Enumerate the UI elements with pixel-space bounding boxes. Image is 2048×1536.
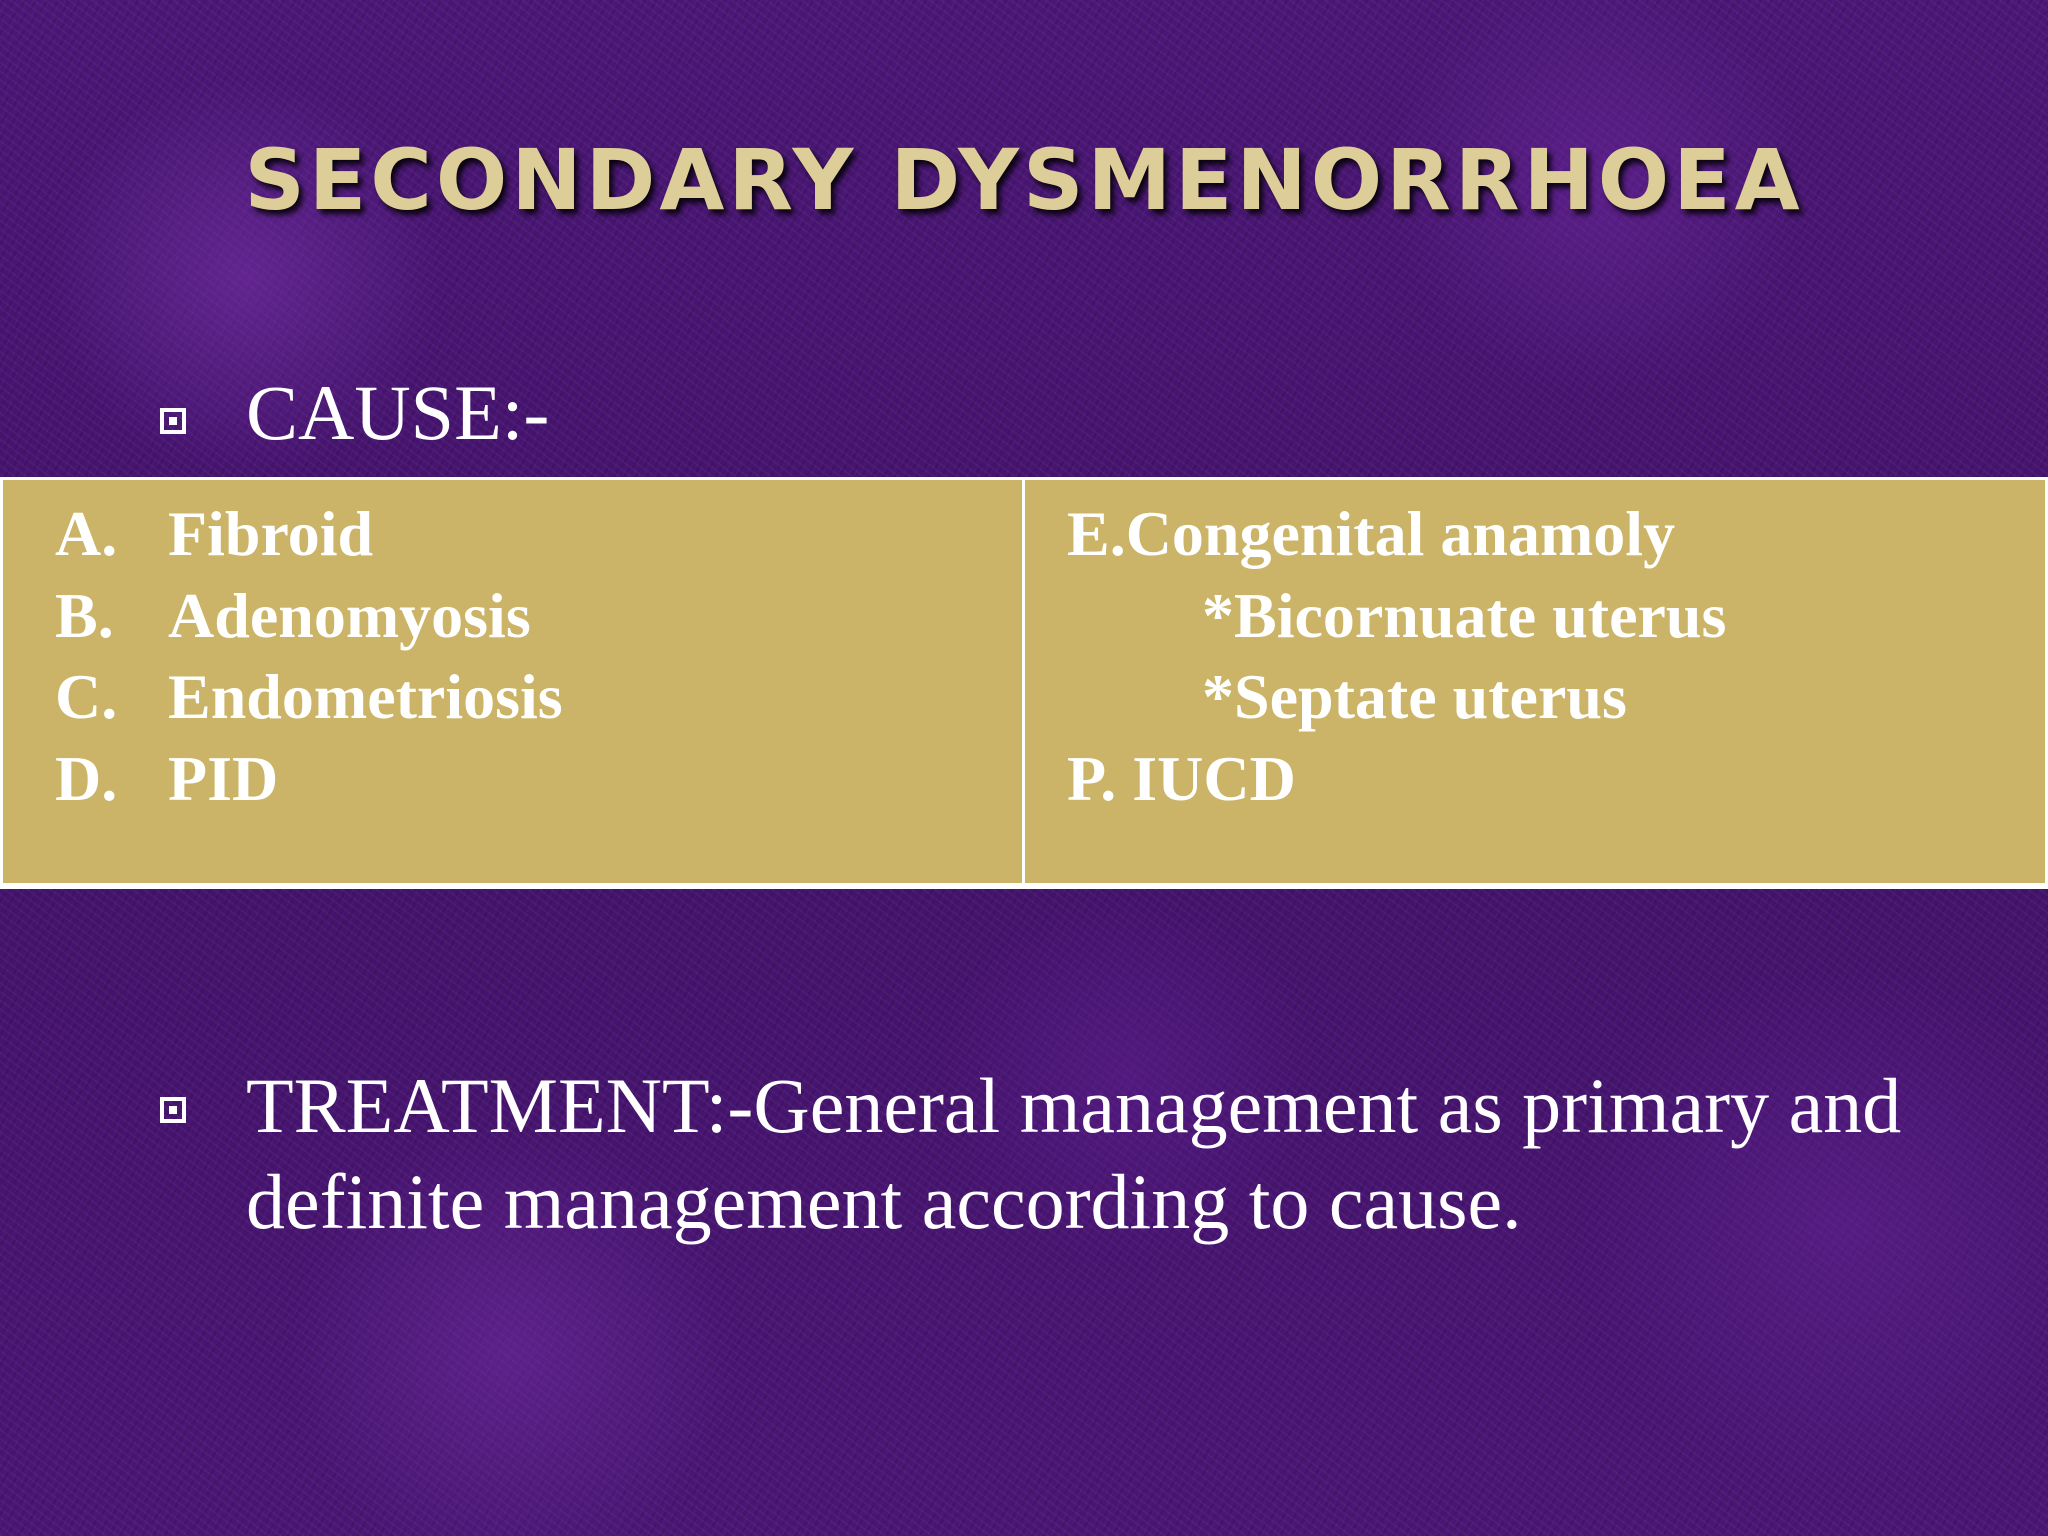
slide-title: SECONDARY DYSMENORRHOEA	[244, 131, 1804, 229]
cause-item-letter: C.	[55, 661, 118, 732]
cause-item-text: Fibroid	[168, 498, 374, 569]
cause-column-left	[3, 480, 1025, 883]
cause-item-iucd: P. IUCD	[1067, 743, 1296, 814]
bullet-icon	[160, 1097, 186, 1123]
cause-item	[55, 580, 955, 654]
cause-item-text: Endometriosis	[168, 661, 563, 732]
treatment-text: TREATMENT:-General management as primary and definite management according to cause.	[246, 1062, 1902, 1245]
cause-table	[0, 477, 2048, 889]
cause-item-text: PID	[168, 743, 279, 814]
cause-item	[55, 498, 955, 572]
cause-item-letter: A.	[55, 498, 118, 569]
cause-subitem-bicornuate: *Bicornuate uterus	[1202, 580, 1727, 651]
cause-column-right	[1025, 480, 2045, 883]
cause-item-letter: D.	[55, 743, 118, 814]
cause-subitem-septate: *Septate uterus	[1202, 661, 1627, 732]
cause-item-letter: B.	[55, 580, 114, 651]
cause-item	[55, 661, 955, 735]
cause-item	[55, 743, 955, 817]
bullet-icon	[160, 408, 186, 434]
cause-item-congenital: E.Congenital anamoly	[1067, 498, 1676, 569]
cause-item-text: Adenomyosis	[168, 580, 531, 651]
cause-heading: CAUSE:-	[246, 369, 550, 456]
